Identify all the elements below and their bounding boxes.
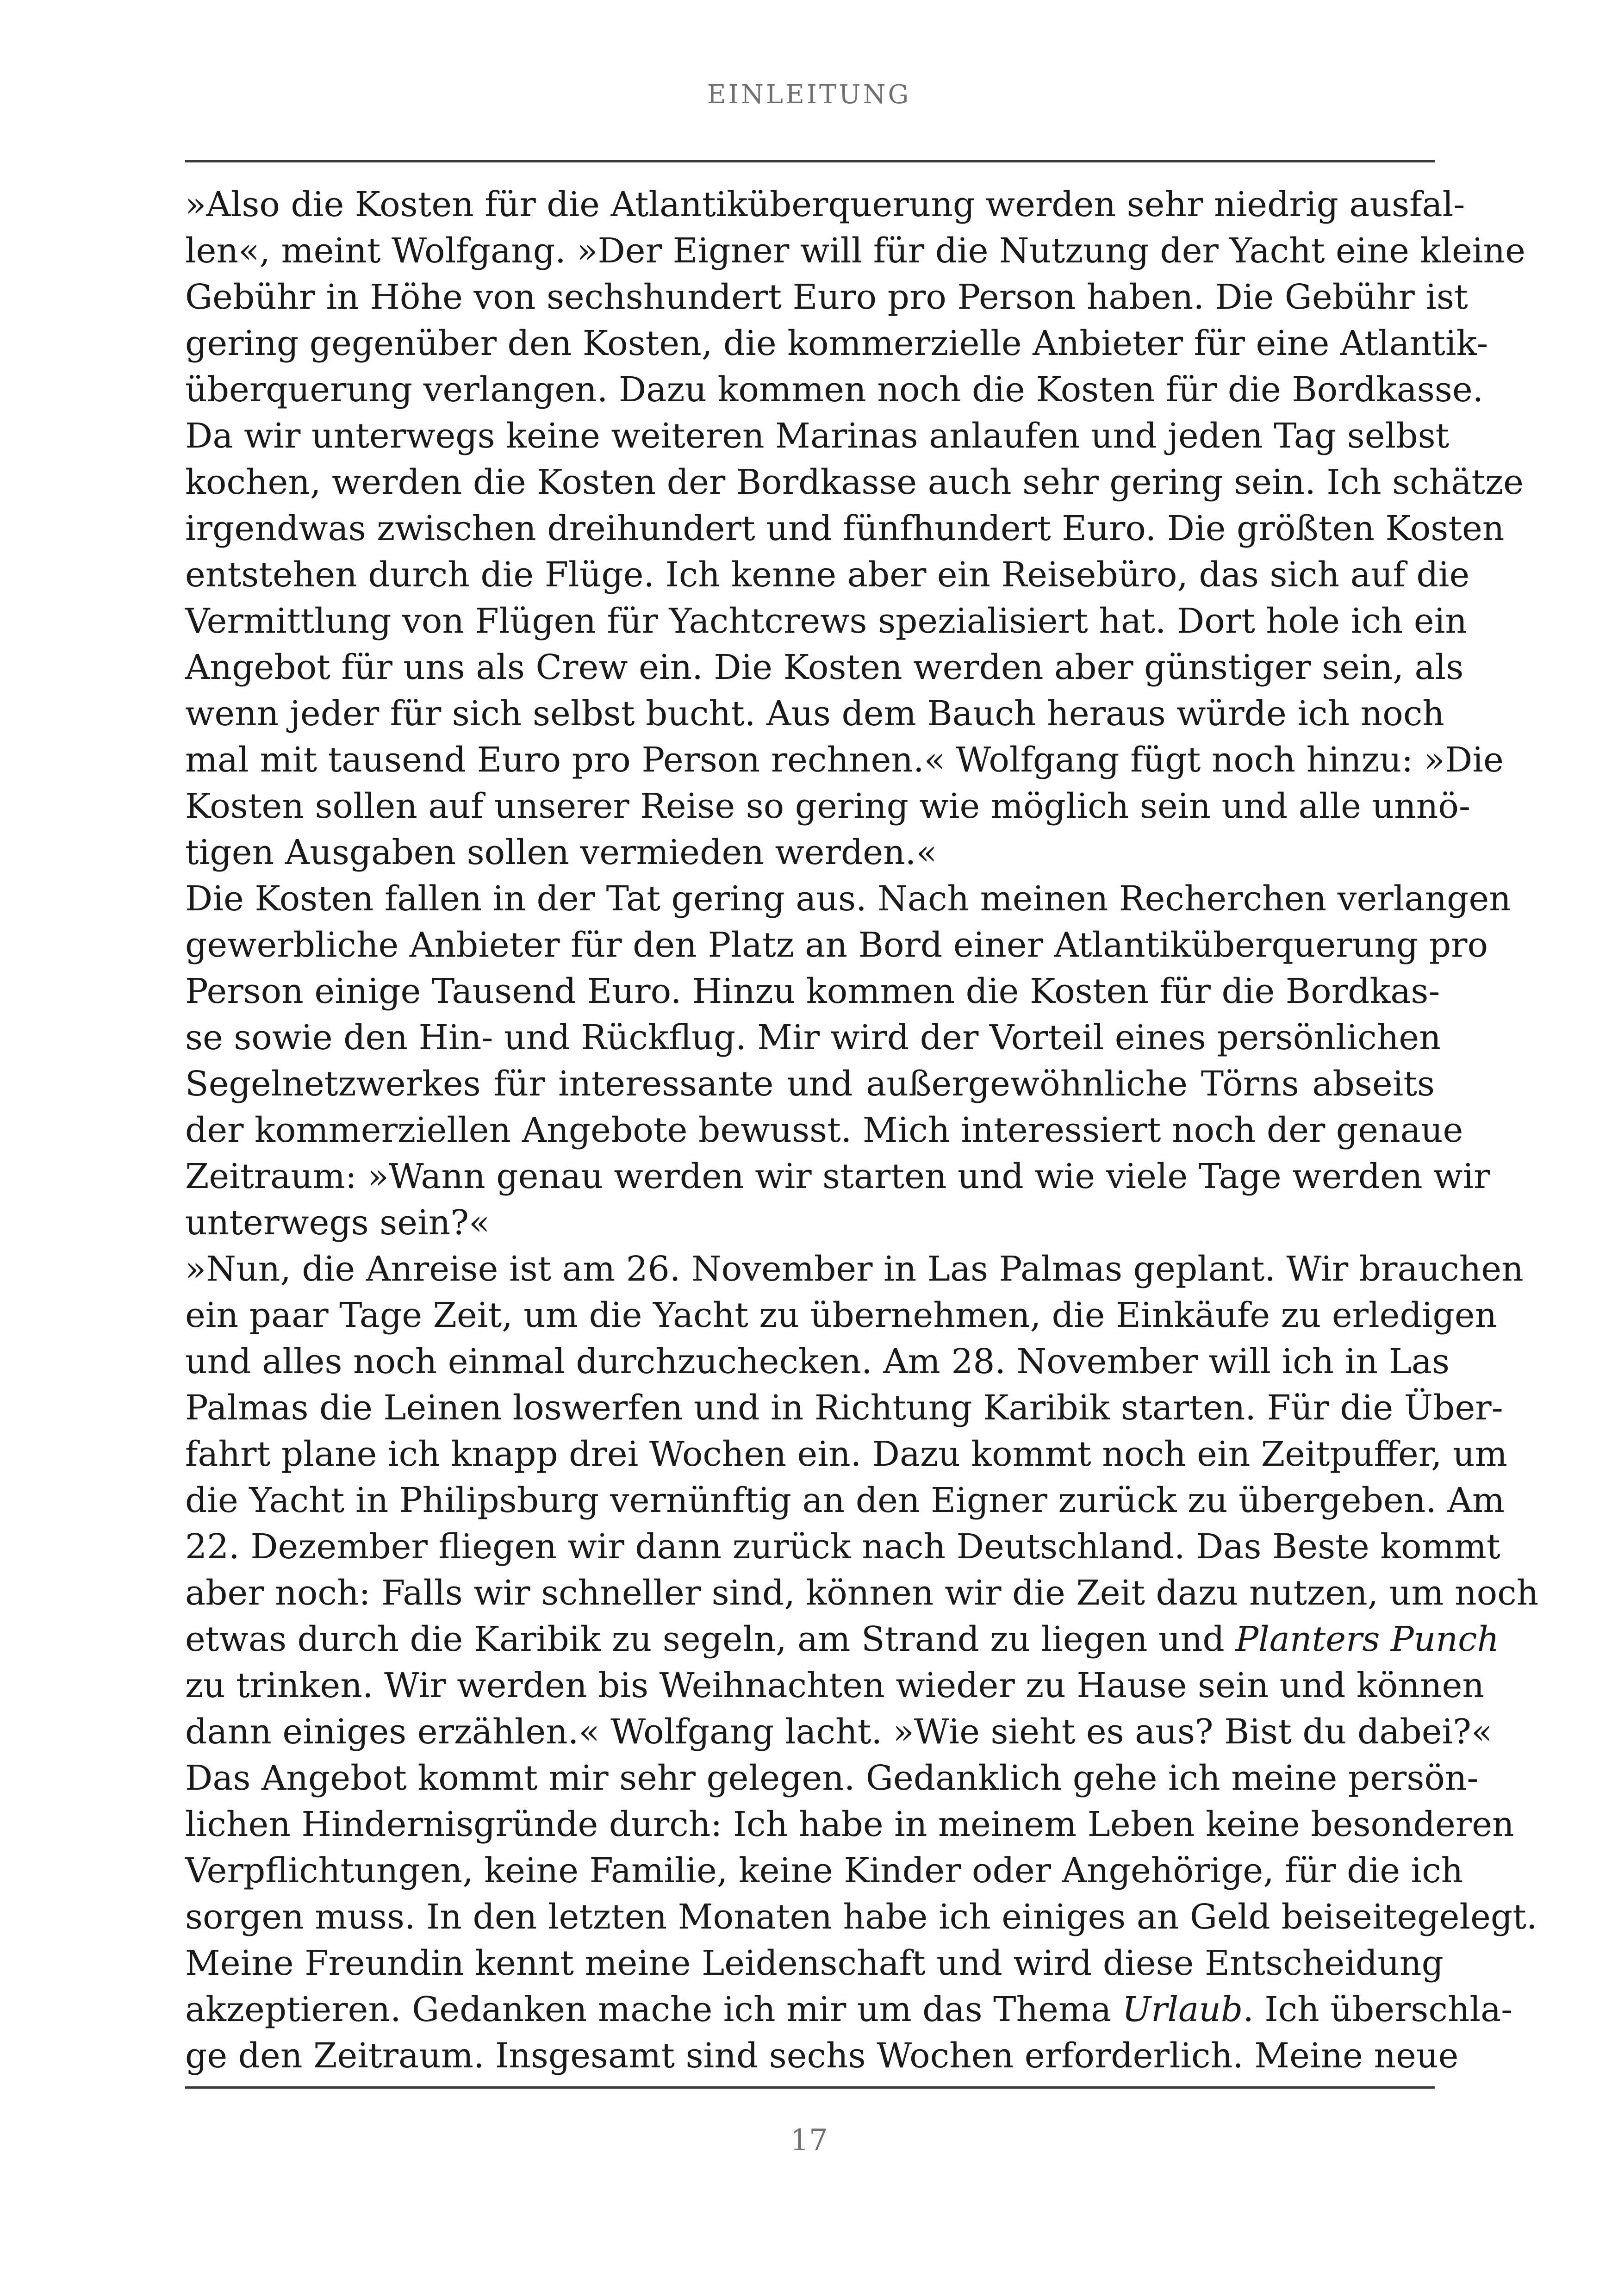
text-line: kochen, werden die Kosten der Bordkasse auch sehr gering sein. Ich schätze [185, 462, 1524, 502]
italic-phrase: Urlaub [1122, 1990, 1243, 2029]
text-line: überquerung verlangen. Dazu kommen noch die Kosten für die Bordkasse. [185, 370, 1484, 410]
footer-rule [185, 2086, 1435, 2089]
text-line: »Also die Kosten für die Atlantiküberquerung werden sehr niedrig ausfal- [185, 185, 1465, 224]
text-line: ge den Zeitraum. Insgesamt sind sechs Wochen erforderlich. Meine neue [185, 2036, 1459, 2076]
running-head: EINLEITUNG [707, 80, 911, 110]
text-line: Zeitraum: »Wann genau werden wir starten und wie viele Tage werden wir [185, 1157, 1490, 1196]
text-line: len«, meint Wolfgang. »Der Eigner will für die Nutzung der Yacht eine kleine [185, 231, 1525, 271]
page-number: 17 [790, 2123, 828, 2158]
text-line: »Nun, die Anreise ist am 26. November in Las Palmas geplant. Wir brauchen [185, 1249, 1524, 1289]
paragraph [185, 181, 1525, 876]
text-line: sorgen muss. In den letzten Monaten habe ich einiges an Geld beiseitegelegt. [185, 1897, 1537, 1937]
text-line: Angebot für uns als Crew ein. Die Kosten werden aber günstiger sein, als [185, 647, 1464, 687]
text-line: dann einiges erzählen.« Wolfgang lacht. »Wie sieht es aus? Bist du dabei?« [185, 1712, 1493, 1752]
text-line: etwas durch die Karibik zu segeln, am Strand zu liegen und Planters Punch [185, 1619, 1500, 1659]
text-line: und alles noch einmal durchzuchecken. Am 28. November will ich in Las [185, 1342, 1450, 1381]
text-line: entstehen durch die Flüge. Ich kenne aber ein Reisebüro, das sich auf die [185, 555, 1470, 595]
text-line: gering gegenüber den Kosten, die kommerzielle Anbieter für eine Atlantik- [185, 324, 1488, 363]
text-line: Da wir unterwegs keine weiteren Marinas anlaufen und jeden Tag selbst [185, 416, 1450, 456]
text-line: aber noch: Falls wir schneller sind, können wir die Zeit dazu nutzen, um noch [185, 1573, 1539, 1613]
text-line: irgendwas zwischen dreihundert und fünfhundert Euro. Die größten Kosten [185, 509, 1505, 548]
text-line: zu trinken. Wir werden bis Weihnachten wieder zu Hause sein und können [185, 1666, 1485, 1705]
text-line: wenn jeder für sich selbst bucht. Aus dem Bauch heraus würde ich noch [185, 694, 1444, 734]
paragraph [185, 1246, 1539, 1755]
text-line: Person einige Tausend Euro. Hinzu kommen die Kosten für die Bordkas- [185, 971, 1440, 1011]
text-line: Vermittlung von Flügen für Yachtcrews spezialisiert hat. Dort hole ich ein [185, 601, 1468, 641]
text-line: tigen Ausgaben sollen vermieden werden.« [185, 833, 937, 872]
paragraph [185, 1755, 1537, 2079]
text-line: mal mit tausend Euro pro Person rechnen.« Wolfgang fügt noch hinzu: »Die [185, 740, 1504, 780]
text-line: Palmas die Leinen loswerfen und in Richtung Karibik starten. Für die Über- [185, 1388, 1503, 1428]
text-line: unterwegs sein?« [185, 1203, 490, 1243]
text-line: Kosten sollen auf unserer Reise so gering wie möglich sein und alle unnö- [185, 786, 1470, 826]
italic-phrase: Planters Punch [1235, 1619, 1500, 1659]
text-line: Die Kosten fallen in der Tat gering aus. Nach meinen Recherchen verlangen [185, 879, 1511, 919]
text-line: akzeptieren. Gedanken mache ich mir um das Thema Urlaub. Ich überschla- [185, 1990, 1513, 2029]
text-line: fahrt plane ich knapp drei Wochen ein. Dazu kommt noch ein Zeitpuffer, um [185, 1434, 1507, 1474]
text-line: Verpflichtungen, keine Familie, keine Kinder oder Angehörige, für die ich [185, 1851, 1463, 1891]
text-line: gewerbliche Anbieter für den Platz an Bord einer Atlantiküberquerung pro [185, 925, 1488, 965]
text-line: 22. Dezember fliegen wir dann zurück nach Deutschland. Das Beste kommt [185, 1527, 1500, 1567]
header-rule [185, 160, 1435, 162]
text-line: se sowie den Hin- und Rückflug. Mir wird der Vorteil eines persönlichen [185, 1018, 1441, 1058]
body-text [185, 181, 1539, 2079]
text-line: der kommerziellen Angebote bewusst. Mich interessiert noch der genaue [185, 1110, 1463, 1150]
text-line: Segelnetzwerkes für interessante und außergewöhnliche Törns abseits [185, 1064, 1435, 1104]
text-line: Gebühr in Höhe von sechshundert Euro pro Person haben. Die Gebühr ist [185, 277, 1468, 317]
text-line: ein paar Tage Zeit, um die Yacht zu übernehmen, die Einkäufe zu erledigen [185, 1295, 1497, 1335]
text-line: Meine Freundin kennt meine Leidenschaft und wird diese Entscheidung [185, 1943, 1444, 1983]
text-line: die Yacht in Philipsburg vernünftig an den Eigner zurück zu übergeben. Am [185, 1481, 1505, 1520]
text-line: Das Angebot kommt mir sehr gelegen. Gedanklich gehe ich meine persön- [185, 1758, 1479, 1798]
paragraph [185, 876, 1511, 1246]
text-line: lichen Hindernisgründe durch: Ich habe in meinem Leben keine besonderen [185, 1804, 1514, 1844]
